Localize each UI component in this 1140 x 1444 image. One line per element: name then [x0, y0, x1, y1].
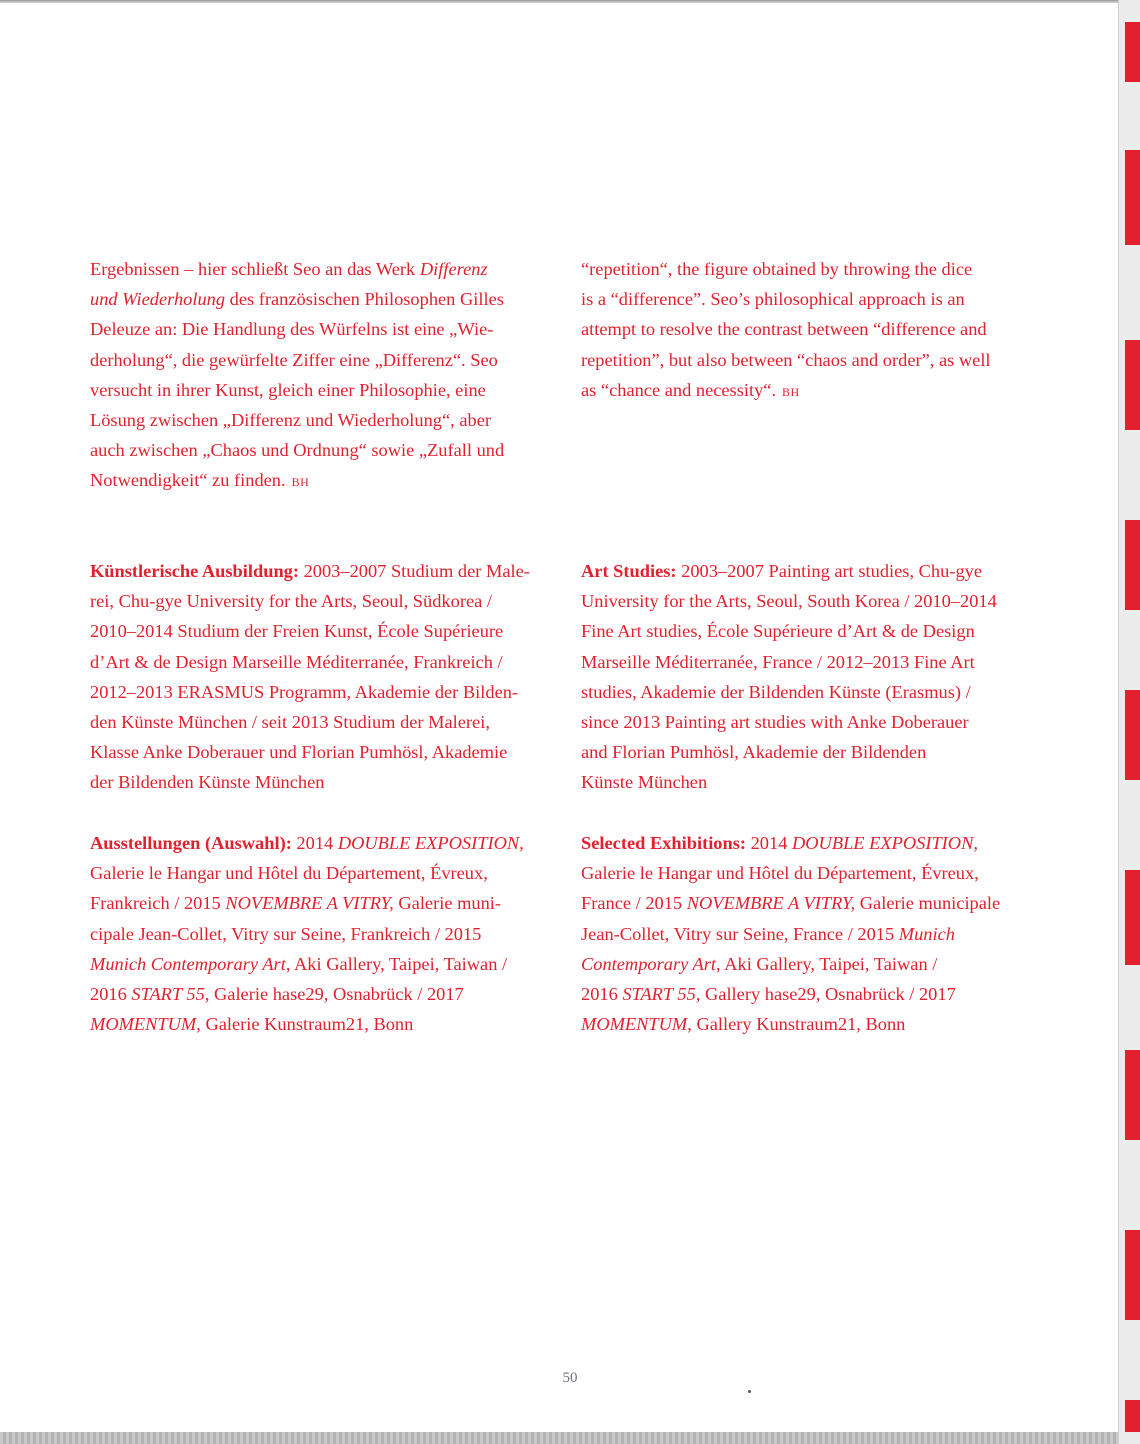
text-line: Klasse Anke Doberauer und Florian Pumhösl, Akademie: [90, 742, 508, 763]
text-fragment: 2016: [90, 984, 132, 1005]
exhibition-title: Munich Contemporary Art: [90, 953, 286, 974]
exhibition-title: MOMENTUM: [581, 1014, 688, 1035]
edge-tab-mark: [1125, 690, 1140, 780]
edge-tab-mark: [1125, 1050, 1140, 1140]
text-line: is a “difference”. Seo’s philosophical approach is an: [581, 289, 965, 310]
exhibition-title: START 55: [131, 984, 205, 1005]
text-fragment: Frankreich / 2015: [90, 893, 226, 914]
text-fragment: Galerie municipale: [855, 893, 1001, 914]
author-initials: BH: [291, 475, 310, 490]
text-line: [90, 949, 552, 979]
text-line: Lösung zwischen „Differenz und Wiederholung“, aber: [90, 410, 491, 431]
text-fragment: 2003–2007 Painting art studies, Chu-gye: [676, 561, 982, 581]
text-line: Fine Art studies, École Supérieure d’Art & de Design: [581, 621, 975, 642]
text-line: [90, 465, 552, 497]
book-page-edge: [1118, 0, 1140, 1444]
edge-tab-mark: [1125, 22, 1140, 82]
text-line: cipale Jean-Collet, Vitry sur Seine, Frankreich / 2015: [90, 923, 482, 944]
exhibition-title: NOVEMBRE A VITRY,: [686, 893, 856, 914]
text-line: 2010–2014 Studium der Freien Kunst, École Supérieure: [90, 621, 504, 642]
text-line: auch zwischen „Chaos und Ordnung“ sowie „Zufall und: [90, 440, 505, 461]
text-fragment: Jean-Collet, Vitry sur Seine, France / 2015: [581, 923, 899, 944]
text-line: [581, 919, 1043, 949]
edge-tab-mark: [1125, 1230, 1140, 1320]
exhibitions-section-de: [90, 828, 552, 1039]
edge-tab-mark: [1125, 520, 1140, 610]
scan-speck: [748, 1390, 751, 1393]
text-line: derholung“, die gewürfelte Ziffer eine „Differenz“. Seo: [90, 349, 498, 370]
text-fragment: 2014: [291, 833, 338, 853]
text-fragment: , Aki Gallery, Taipei, Taiwan /: [285, 953, 508, 974]
edge-tab-mark: [1125, 340, 1140, 430]
text-fragment: Galerie muni-: [393, 893, 502, 914]
text-line: [90, 828, 552, 858]
text-fragment: 2003–2007 Studium der Male-: [299, 561, 530, 581]
text-line: “repetition“, the figure obtained by throwing the dice: [581, 259, 973, 279]
text-line: [90, 254, 552, 284]
text-line: and Florian Pumhösl, Akademie der Bildenden: [581, 742, 927, 763]
text-line: [581, 949, 1043, 979]
text-line: [581, 1009, 1043, 1039]
text-fragment: , Aki Gallery, Taipei, Taiwan /: [716, 953, 938, 974]
text-line: [90, 888, 552, 918]
text-line: [90, 284, 552, 314]
edge-tab-mark: [1125, 1400, 1140, 1432]
text-fragment: , Gallery hase29, Osnabrück / 2017: [695, 984, 956, 1005]
text-fragment: des französischen Philosophen Gilles: [225, 289, 504, 310]
exhibition-title: Munich: [898, 923, 955, 944]
exhibition-title: MOMENTUM: [90, 1014, 197, 1035]
text-line: [581, 888, 1043, 918]
section-label: Selected Exhibitions:: [581, 833, 747, 853]
exhibitions-section-en: [581, 828, 1043, 1039]
text-line: [581, 979, 1043, 1009]
text-line: since 2013 Painting art studies with Anke Doberauer: [581, 712, 969, 733]
text-line: der Bildenden Künste München: [90, 772, 325, 793]
text-line: University for the Arts, Seoul, South Korea / 2010–2014: [581, 591, 997, 612]
text-fragment: 2016: [581, 984, 623, 1005]
text-line: [90, 556, 552, 586]
text-fragment: Ergebnissen – hier schließt Seo an das Werk: [90, 259, 420, 279]
text-fragment: , Galerie Kunstraum21, Bonn: [196, 1014, 414, 1035]
text-line: studies, Akademie der Bildenden Künste (Erasmus) /: [581, 681, 971, 702]
text-line: 2012–2013 ERASMUS Programm, Akademie der Bilden-: [90, 681, 519, 702]
text-line: Galerie le Hangar und Hôtel du Département, Évreux,: [581, 863, 979, 884]
text-line: Marseille Méditerranée, France / 2012–2013 Fine Art: [581, 651, 975, 672]
exhibition-title: NOVEMBRE A VITRY,: [225, 893, 394, 914]
text-line: attempt to resolve the contrast between “difference and: [581, 319, 987, 340]
text-fragment: France / 2015: [581, 893, 687, 914]
intro-paragraph-en: [581, 254, 1043, 407]
text-line: [581, 828, 1043, 858]
section-label: Ausstellungen (Auswahl):: [90, 833, 292, 853]
page-bottom-edge: [0, 1432, 1118, 1444]
edge-tab-mark: [1125, 150, 1140, 245]
text-line: d’Art & de Design Marseille Méditerranée, Frankreich /: [90, 651, 503, 672]
text-line: Deleuze an: Die Handlung des Würfelns ist eine „Wie-: [90, 319, 494, 340]
text-fragment: 2014: [746, 833, 792, 853]
text-fragment: Notwendigkeit“ zu finden.: [90, 470, 286, 491]
text-line: den Künste München / seit 2013 Studium der Malerei,: [90, 712, 490, 733]
page-top-edge: [0, 0, 1118, 3]
text-line: rei, Chu-gye University for the Arts, Seoul, Südkorea /: [90, 591, 492, 612]
text-line: [581, 556, 1043, 586]
work-title: Differenz: [419, 259, 488, 279]
text-line: [90, 1009, 552, 1039]
text-line: [581, 375, 1043, 407]
exhibition-title: DOUBLE EXPOSITION,: [792, 833, 978, 853]
section-label: Künstlerische Ausbildung:: [90, 561, 299, 581]
text-fragment: , Gallery Kunstraum21, Bonn: [687, 1014, 906, 1035]
text-line: [90, 979, 552, 1009]
exhibition-title: START 55: [622, 984, 696, 1005]
text-line: repetition”, but also between “chaos and order”, as well: [581, 349, 991, 370]
exhibition-title: DOUBLE EXPOSITION,: [337, 833, 524, 853]
text-line: Galerie le Hangar und Hôtel du Département, Évreux,: [90, 863, 488, 884]
section-label: Art Studies:: [581, 561, 677, 581]
author-initials: BH: [782, 384, 800, 399]
intro-paragraph-de: [90, 254, 552, 498]
text-fragment: as “chance and necessity“.: [581, 379, 777, 400]
text-line: Künste München: [581, 772, 708, 793]
page-number: 50: [562, 1370, 578, 1386]
text-fragment: , Galerie hase29, Osnabrück / 2017: [204, 984, 464, 1005]
studies-section-en: [581, 556, 1043, 798]
edge-tab-mark: [1125, 870, 1140, 965]
exhibition-title: Contemporary Art: [581, 953, 717, 974]
studies-section-de: [90, 556, 552, 798]
text-line: versucht in ihrer Kunst, gleich einer Philosophie, eine: [90, 379, 486, 400]
work-title: und Wiederholung: [90, 289, 226, 310]
